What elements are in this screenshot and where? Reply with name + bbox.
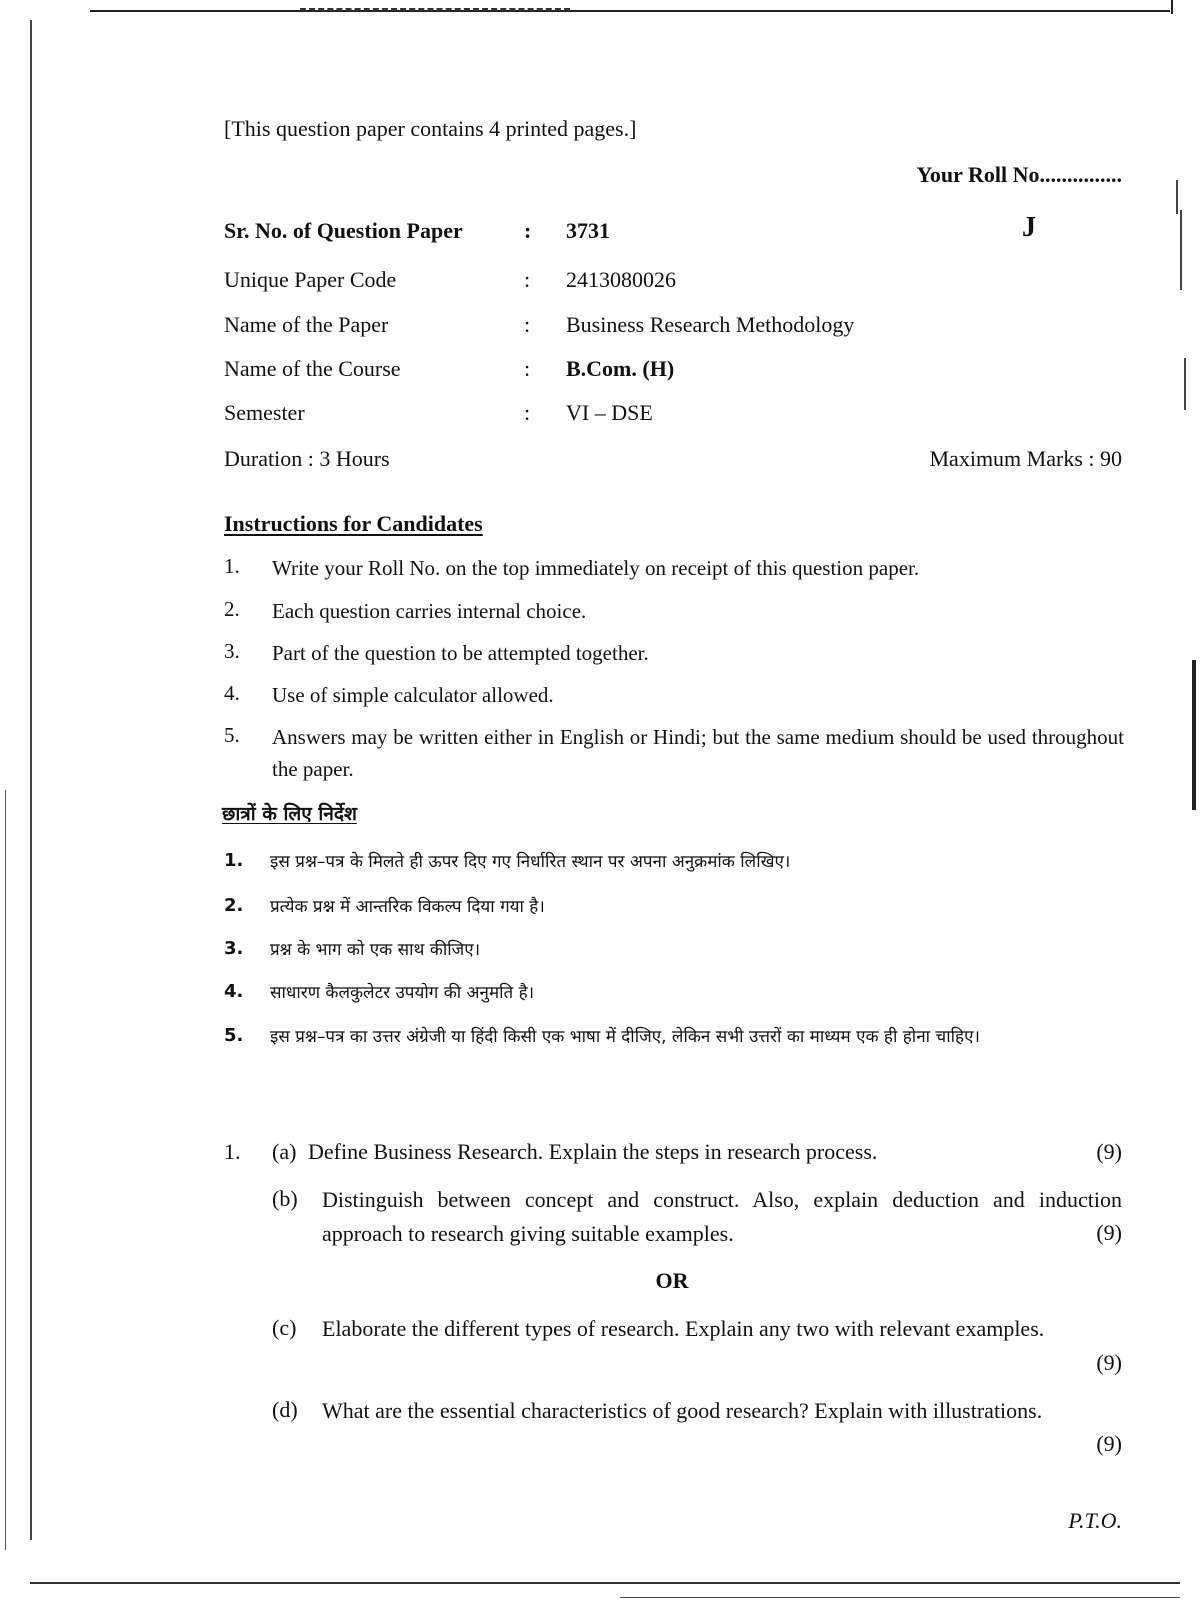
scan-border-right-tick (1176, 180, 1178, 214)
hindi-instruction-text: इस प्रश्न–पत्र के मिलते ही ऊपर दिए गए निर्धारित स्थान पर अपना अनुक्रमांक लिखिए। (270, 852, 791, 872)
hindi-instruction-number: 5. (224, 1025, 244, 1046)
meta-label: Name of the Course (224, 356, 401, 381)
question-marks: (9) (1096, 1220, 1122, 1245)
set-mark: J (1022, 212, 1036, 243)
scan-border-right (1171, 0, 1173, 14)
instruction-number: 4. (224, 681, 240, 705)
instruction-number: 5. (224, 723, 240, 747)
scan-border-right-tick (1180, 210, 1182, 290)
instructions-heading: Instructions for Candidates (224, 511, 483, 536)
meta-colon: : (524, 356, 531, 381)
hindi-instruction-number: 2. (224, 895, 244, 916)
question-number: 1. (224, 1139, 241, 1164)
scan-border-right-tick (1184, 358, 1186, 410)
question-part-text: Define Business Research. Explain the steps in research process. (308, 1139, 878, 1164)
meta-value: VI – DSE (566, 400, 653, 425)
question-part-label: (c) (272, 1315, 297, 1340)
meta-colon: : (524, 400, 531, 425)
scan-border-bottom-outer (620, 1597, 1180, 1598)
meta-label: Sr. No. of Question Paper (224, 218, 463, 243)
meta-colon: : (524, 267, 531, 292)
or-separator: OR (655, 1268, 689, 1293)
hindi-instruction-number: 4. (224, 981, 244, 1002)
maximum-marks: Maximum Marks : 90 (929, 446, 1122, 471)
question-part-label: (b) (272, 1186, 298, 1211)
question-part-text: Distinguish between concept and construct. Also, explain deduction and induction approach to research giving suitable examples. (322, 1187, 1122, 1246)
scan-border-left-outer (5, 790, 6, 1550)
scan-border-left (30, 20, 32, 1540)
instruction-text: Write your Roll No. on the top immediately on receipt of this question paper. (272, 556, 920, 580)
instruction-text: Part of the question to be attempted together. (272, 641, 649, 665)
meta-label: Unique Paper Code (224, 267, 397, 292)
hindi-instructions-heading: छात्रों के लिए निर्देश (222, 803, 357, 825)
hindi-instruction-text: साधारण कैलकुलेटर उपयोग की अनुमति है। (270, 983, 535, 1003)
question-part-label: (a) (272, 1139, 297, 1164)
meta-value: B.Com. (H) (566, 356, 675, 381)
hindi-instruction-text: प्रत्येक प्रश्न में आन्तरिक विकल्प दिया गया है। (270, 897, 545, 917)
scan-border-bottom (30, 1582, 1180, 1584)
question-part-text: Elaborate the different types of research. Explain any two with relevant examples. (322, 1316, 1045, 1341)
meta-label: Name of the Paper (224, 312, 389, 337)
meta-value: Business Research Methodology (566, 312, 855, 337)
hindi-instruction-number: 3. (224, 938, 244, 959)
meta-value: 2413080026 (566, 267, 676, 292)
question-marks: (9) (1096, 1139, 1122, 1164)
duration: Duration : 3 Hours (224, 446, 390, 471)
question-part-label: (d) (272, 1397, 298, 1422)
instruction-text: Use of simple calculator allowed. (272, 683, 554, 707)
scan-border-top (90, 10, 1170, 12)
meta-label: Semester (224, 400, 305, 425)
hindi-instruction-text: प्रश्न के भाग को एक साथ कीजिए। (270, 940, 481, 960)
meta-value: 3731 (566, 218, 610, 243)
meta-colon: : (524, 312, 531, 337)
page-count-note: [This question paper contains 4 printed pages.] (224, 116, 637, 141)
scan-border-right-bar (1192, 660, 1196, 810)
scan-border-top-dash (300, 8, 570, 11)
page-turn-over: P.T.O. (1068, 1508, 1122, 1533)
question-part-text: What are the essential characteristics of good research? Explain with illustrations. (322, 1398, 1043, 1423)
hindi-instruction-text: इस प्रश्न–पत्र का उत्तर अंग्रेजी या हिंदी किसी एक भाषा में दीजिए, लेकिन सभी उत्तरों का माध्यम एक ही होना चाहिए। (270, 1027, 980, 1047)
instruction-number: 3. (224, 639, 240, 663)
meta-colon: : (524, 218, 532, 243)
instruction-text: Answers may be written either in English or Hindi; but the same medium should be used throughout the paper. (272, 725, 1124, 781)
instruction-text: Each question carries internal choice. (272, 599, 587, 623)
instruction-number: 1. (224, 554, 240, 578)
question-marks: (9) (1096, 1431, 1122, 1456)
instruction-number: 2. (224, 597, 240, 621)
hindi-instruction-number: 1. (224, 850, 244, 871)
roll-number-field: Your Roll No............... (916, 162, 1122, 187)
question-marks: (9) (1096, 1350, 1122, 1375)
